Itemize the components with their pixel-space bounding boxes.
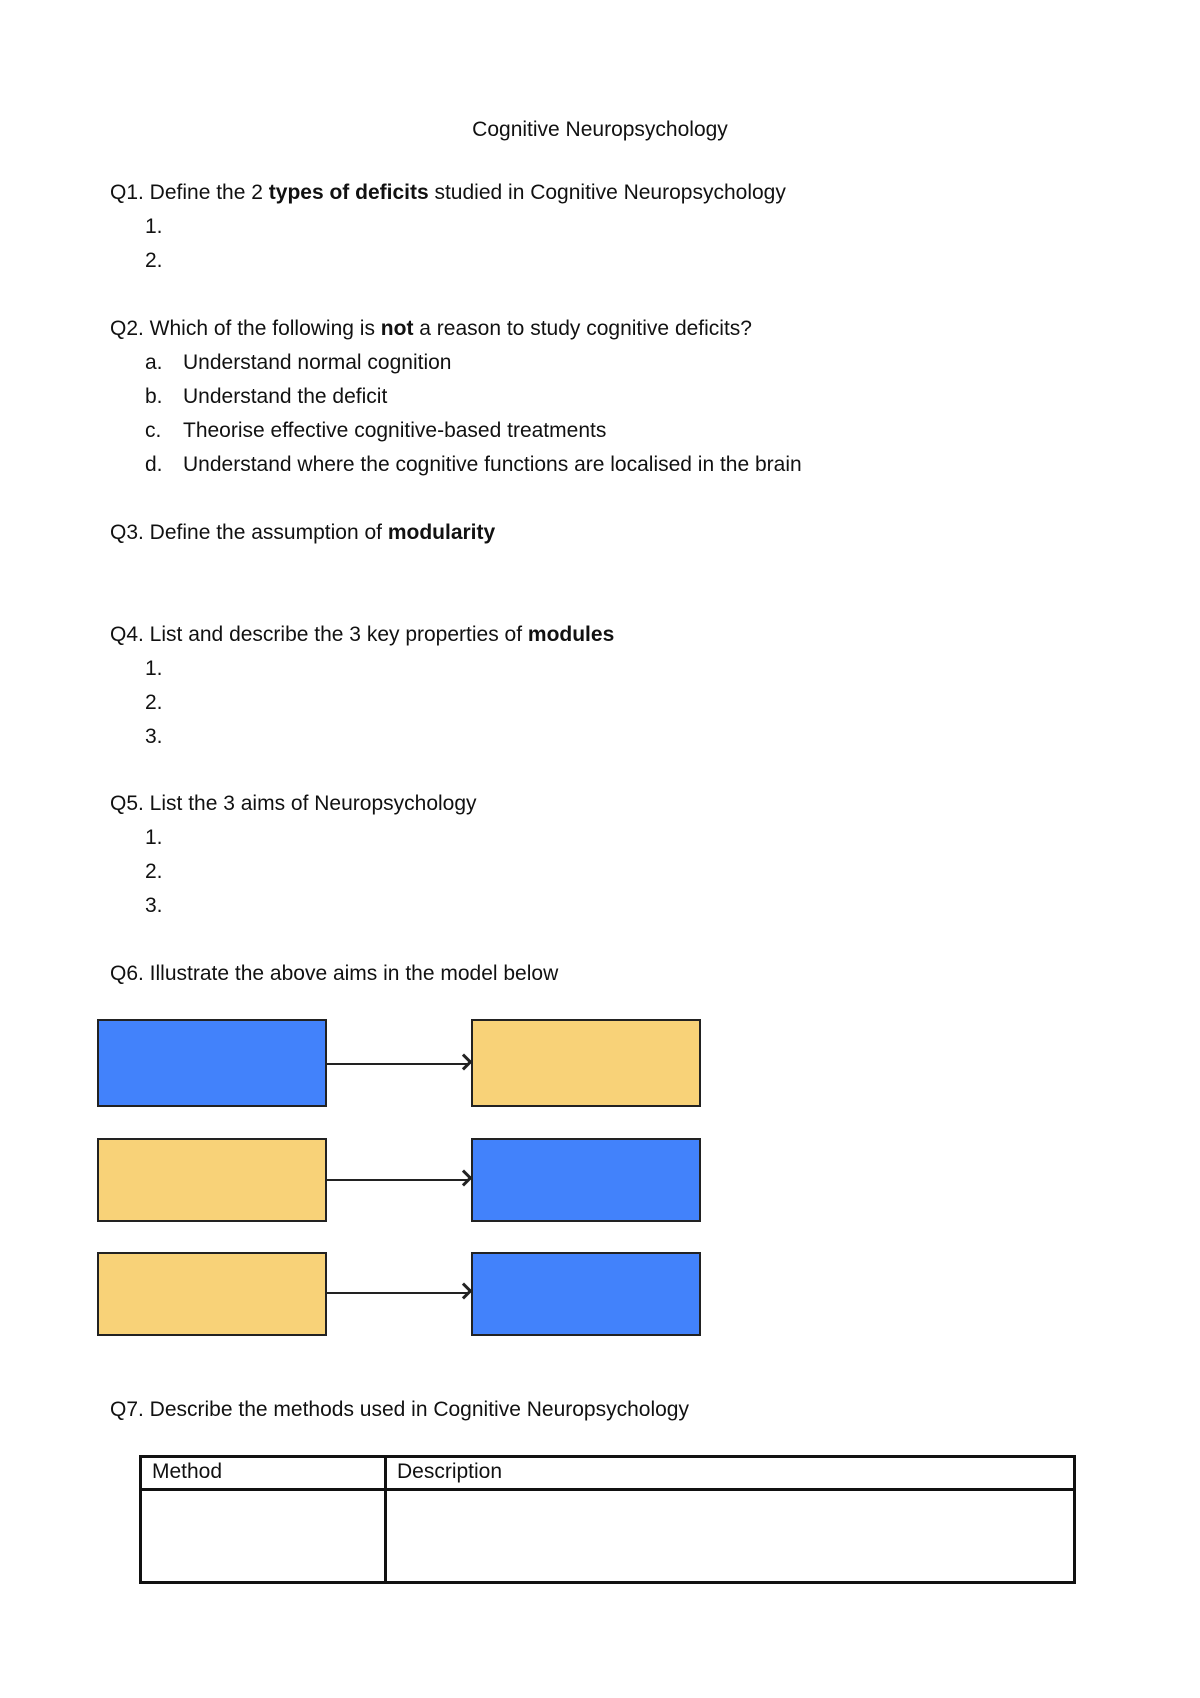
- method-cell: [141, 1490, 386, 1583]
- model-box: [471, 1019, 701, 1107]
- option-text: Understand where the cognitive functions are localised in the brain: [183, 453, 802, 476]
- question-5-item: 2.: [145, 860, 163, 883]
- question-6: Q6. Illustrate the above aims in the model below: [110, 962, 559, 985]
- question-2-option: [145, 351, 452, 375]
- question-4: [110, 623, 614, 647]
- question-4-item: 1.: [145, 657, 163, 680]
- question-1-suffix: studied in Cognitive Neuropsychology: [428, 181, 786, 204]
- option-text: Theorise effective cognitive-based treatments: [183, 419, 607, 442]
- table-row: [141, 1490, 1075, 1583]
- question-4-item: 2.: [145, 691, 163, 714]
- question-1-prefix: Q1. Define the 2: [110, 181, 269, 204]
- question-5-item: 1.: [145, 826, 163, 849]
- model-box: [97, 1252, 327, 1336]
- option-marker: d.: [145, 453, 163, 476]
- question-2-option: [145, 419, 606, 443]
- question-5-item: 3.: [145, 894, 163, 917]
- model-box: [471, 1252, 701, 1336]
- question-3: [110, 521, 495, 545]
- arrow-icon: [327, 1179, 469, 1181]
- question-1: [110, 181, 786, 205]
- question-2-suffix: a reason to study cognitive deficits?: [413, 317, 752, 340]
- model-box: [97, 1019, 327, 1107]
- arrow-icon: [327, 1292, 469, 1294]
- question-1-item: 1.: [145, 215, 163, 238]
- question-1-bold: types of deficits: [268, 181, 429, 204]
- column-header-method: Method: [141, 1457, 386, 1490]
- option-marker: c.: [145, 419, 162, 442]
- page-title: Cognitive Neuropsychology: [472, 118, 728, 141]
- question-7: Q7. Describe the methods used in Cognitive Neuropsychology: [110, 1398, 689, 1421]
- question-2: [110, 317, 752, 341]
- question-3-prefix: Q3. Define the assumption of: [110, 521, 388, 544]
- question-2-option: [145, 385, 387, 409]
- question-2-bold: not: [380, 317, 414, 340]
- option-marker: a.: [145, 351, 163, 374]
- model-box: [97, 1138, 327, 1222]
- question-2-prefix: Q2. Which of the following is: [110, 317, 381, 340]
- arrow-icon: [327, 1063, 469, 1065]
- question-5: Q5. List the 3 aims of Neuropsychology: [110, 792, 477, 815]
- question-4-bold: modules: [527, 623, 615, 646]
- question-3-bold: modularity: [387, 521, 496, 544]
- option-marker: b.: [145, 385, 163, 408]
- question-4-item: 3.: [145, 725, 163, 748]
- option-text: Understand the deficit: [183, 385, 388, 408]
- model-box: [471, 1138, 701, 1222]
- description-cell: [386, 1490, 1075, 1583]
- table-header-row: [141, 1457, 1075, 1490]
- methods-table: [139, 1455, 1076, 1584]
- column-header-description: Description: [386, 1457, 1075, 1490]
- question-1-item: 2.: [145, 249, 163, 272]
- question-2-option: [145, 453, 802, 477]
- question-4-prefix: Q4. List and describe the 3 key properties of: [110, 623, 528, 646]
- option-text: Understand normal cognition: [183, 351, 452, 374]
